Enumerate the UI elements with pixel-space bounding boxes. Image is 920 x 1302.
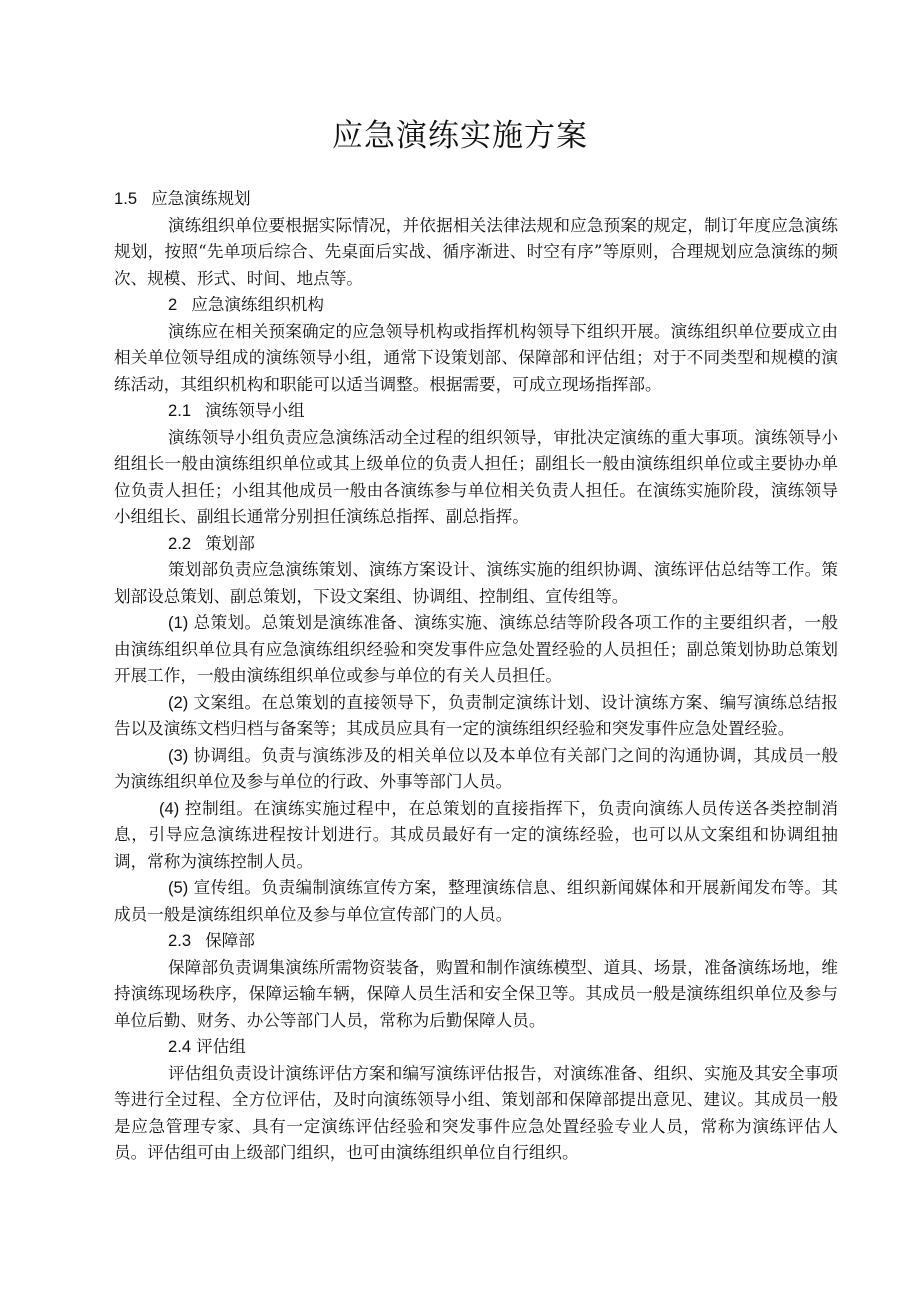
section-title: 保障部 [205, 931, 255, 950]
list-item-4 [114, 796, 838, 876]
item-text: 宣传组。负责编制演练宣传方案，整理演练信息、组织新闻媒体和开展新闻发布等。其成员一般是演练组织单位及参与单位宣传部门的人员。 [114, 878, 838, 924]
item-text: 协调组。负责与演练涉及的相关单位以及本单位有关部门之间的沟通协调，其成员一般为演练组织单位及参与单位的行政、外事等部门人员。 [114, 745, 838, 791]
section-number: 2.4 [168, 1037, 192, 1056]
document-title: 应急演练实施方案 [332, 118, 588, 154]
section-heading-2-4 [114, 1034, 838, 1061]
item-text: 文案组。在总策划的直接领导下，负责制定演练计划、设计演练方案、编写演练总结报告以及演练文档归档与备案等；其成员应具有一定的演练组织经验和突发事件应急处置经验。 [114, 692, 838, 738]
section-title: 策划部 [205, 533, 255, 553]
section-title: 演练领导小组 [205, 401, 305, 420]
section-title: 应急演练规划 [151, 189, 251, 208]
section-heading-2-3 [114, 928, 838, 955]
section-number: 2 [168, 295, 178, 314]
item-text: 总策划。总策划是演练准备、演练实施、演练总结等阶段各项工作的主要组织者，一般由演练组织单位具有应急演练组织经验和突发事件应急处置经验的人员担任；副总策划协助总策划开展工作，一般由演练组织单位或参与单位的有关人员担任。 [114, 613, 838, 685]
item-number: (3) [168, 745, 189, 765]
document-body [114, 186, 838, 1167]
section-heading-2 [114, 292, 838, 319]
section-title: 评估组 [196, 1037, 246, 1056]
section-number: 2.1 [168, 401, 192, 420]
item-number: (5) [168, 878, 189, 897]
list-item-5 [114, 875, 838, 928]
paragraph-2-3: 保障部负责调集演练所需物资装备，购置和制作演练模型、道具、场景，准备演练场地，维持演练现场秩序，保障运输车辆，保障人员生活和安全保卫等。其成员一般是演练组织单位及参与单位后勤、财务、办公等部门人员，常称为后勤保障人员。 [114, 957, 838, 1030]
list-item-2 [114, 690, 838, 743]
section-heading-2-1 [114, 398, 838, 425]
section-title: 应急演练组织机构 [191, 295, 324, 314]
paragraph-1-5: 演练组织单位要根据实际情况，并依据相关法律法规和应急预案的规定，制订年度应急演练规划，按照“先单项后综合、先桌面后实战、循序渐进、时空有序”等原则，合理规划应急演练的频次、规模、形式、时间、地点等。 [114, 215, 838, 288]
paragraph-2-2: 策划部负责应急演练策划、演练方案设计、演练实施的组织协调、演练评估总结等工作。策划部设总策划、副总策划，下设文案组、协调组、控制组、宣传组等。 [114, 560, 838, 606]
list-item-3 [114, 743, 838, 796]
item-number: (4) [159, 798, 180, 818]
list-item-1 [114, 610, 838, 690]
paragraph-2-4: 评估组负责设计演练评估方案和编写演练评估报告，对演练准备、组织、实施及其安全事项等进行全过程、全方位评估，及时向演练领导小组、策划部和保障部提出意见、建议。其成员一般是应急管理专家、具有一定演练评估经验和突发事件应急处置经验专业人员，常称为演练评估人员。评估组可由上级部门组织，也可由演练组织单位自行组织。 [114, 1063, 838, 1162]
section-heading-2-2 [114, 531, 838, 558]
item-text: 控制组。在演练实施过程中，在总策划的直接指挥下，负责向演练人员传送各类控制消息，引导应急演练进程按计划进行。其成员最好有一定的演练经验，也可以从文案组和协调组抽调，常称为演练控制人员。 [114, 798, 838, 871]
item-number: (2) [168, 692, 189, 712]
section-number: 2.3 [168, 931, 192, 950]
section-heading-1-5 [114, 186, 838, 213]
paragraph-2: 演练应在相关预案确定的应急领导机构或指挥机构领导下组织开展。演练组织单位要成立由相关单位领导组成的演练领导小组，通常下设策划部、保障部和评估组；对于不同类型和规模的演练活动，其组织机构和职能可以适当调整。根据需要，可成立现场指挥部。 [114, 321, 838, 394]
section-number: 2.2 [168, 533, 192, 553]
paragraph-2-1: 演练领导小组负责应急演练活动全过程的组织领导，审批决定演练的重大事项。演练领导小组组长一般由演练组织单位或其上级单位的负责人担任；副组长一般由演练组织单位或主要协办单位负责人担任；小组其他成员一般由各演练参与单位相关负责人担任。在演练实施阶段，演练领导小组组长、副组长通常分别担任演练总指挥、副总指挥。 [114, 427, 838, 526]
item-number: (1) [168, 613, 189, 632]
section-number: 1.5 [114, 189, 138, 208]
